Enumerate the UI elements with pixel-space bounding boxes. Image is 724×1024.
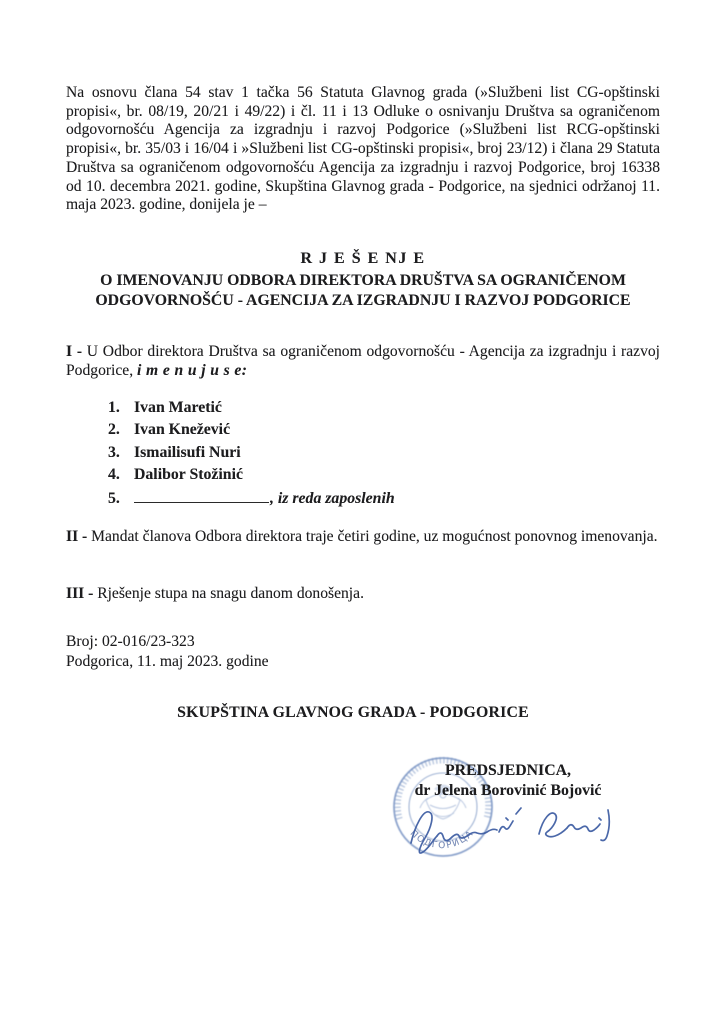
appointee-number: 1.: [108, 399, 120, 416]
appointee-name: Ivan Maretić: [134, 399, 222, 416]
section-i: [66, 342, 660, 380]
document-subtitle: O IMENOVANJU ODBORA DIREKTORA DRUŠTVA SA OGRANIČENOM ODGOVORNOŠĆU - AGENCIJA ZA IZGRADNJU I RAZVOJ PODGORICE: [95, 272, 631, 309]
appointee-number: 4.: [108, 465, 120, 483]
appointee-suffix: , iz reda zaposlenih: [270, 490, 395, 508]
appointee-number: 5.: [108, 490, 120, 508]
appointee-name: Dalibor Stožinić: [134, 465, 243, 483]
handwritten-signature: [403, 798, 633, 868]
signature-stroke: [599, 818, 601, 820]
section-iii-text: Rješenje stupa na snagu danom donošenja.: [93, 585, 364, 602]
appointee-number: 3.: [108, 443, 120, 461]
appointee-row-1: [108, 399, 395, 421]
appointee-row-2: [108, 421, 395, 443]
signature-stroke: [567, 824, 600, 831]
section-i-text: U Odbor direktora Društva sa ograničenom odgovornošću - Agencija za izgradnju i razvoj Podgorice,: [66, 343, 661, 379]
intro-paragraph: Na osnovu člana 54 stav 1 tačka 56 Statuta Glavnog grada (»Službeni list CG-opštinski propisi«, br. 08/19, 20/21 i 49/22) i čl. 11 i 13 Odluke o osnivanju Društva sa ograničenom odgovornošću Agencija za izgradnju i razvoj Podgorice (»Službeni list RCG-opštinski propisi«, br. 35/03 i 16/04 i »Službeni list CG-opštinski propisi«, broj 23/12) i člana 29 Statuta Društva sa ograničenom odgovornošću Agencija za izgradnju i razvoj Podgorice, broj 16338 od 10. decembra 2021. godine, Skupština Glavnog grada - Podgorice, na sjednici održanoj 11. maja 2023. godine, donijela je –: [66, 84, 660, 214]
section-iii: [66, 584, 660, 603]
section-ii-numeral: II -: [66, 528, 88, 545]
issuing-body: SKUPŠTINA GLAVNOG GRADA - PODGORICE: [177, 704, 529, 721]
appointee-row-3: [108, 444, 395, 466]
section-ii: [66, 527, 660, 546]
reference-number: Broj: 02-016/23-323: [66, 633, 195, 650]
appointee-row-5: [108, 488, 395, 510]
section-i-emphasis: i m e n u j u s e:: [137, 362, 248, 379]
signature-stroke: [601, 810, 609, 841]
signature-stroke: [516, 808, 521, 814]
section-ii-text: Mandat članova Odbora direktora traje četiri godine, uz mogućnost ponovnog imenovanja.: [87, 528, 658, 545]
signature-block: [398, 761, 618, 800]
signature-stroke: [411, 812, 437, 853]
appointee-number: 2.: [108, 421, 120, 439]
signature-stroke: [437, 829, 497, 840]
document-title: R J E Š E NJ E: [300, 250, 426, 267]
signatory-role: PREDSJEDNICA,: [445, 762, 571, 779]
title-block: [66, 250, 660, 310]
section-i-numeral: I -: [66, 343, 83, 360]
signature-stroke: [539, 813, 567, 837]
stamp-bottom-text: ПОДГОРИЦА: [407, 828, 477, 852]
appointee-name: Ismailisufi Nuri: [134, 443, 241, 461]
place-date: Podgorica, 11. maj 2023. godine: [66, 653, 269, 670]
appointee-row-4: [108, 466, 395, 488]
signature-stroke: [506, 818, 508, 820]
appointee-list: [108, 399, 395, 510]
signature-stroke: [499, 821, 513, 832]
section-iii-numeral: III -: [66, 585, 94, 602]
signatory-name: dr Jelena Borovinić Bojović: [414, 781, 602, 799]
appointee-name: Ivan Knežević: [134, 421, 231, 439]
blank-fill-in-line: [134, 488, 269, 503]
